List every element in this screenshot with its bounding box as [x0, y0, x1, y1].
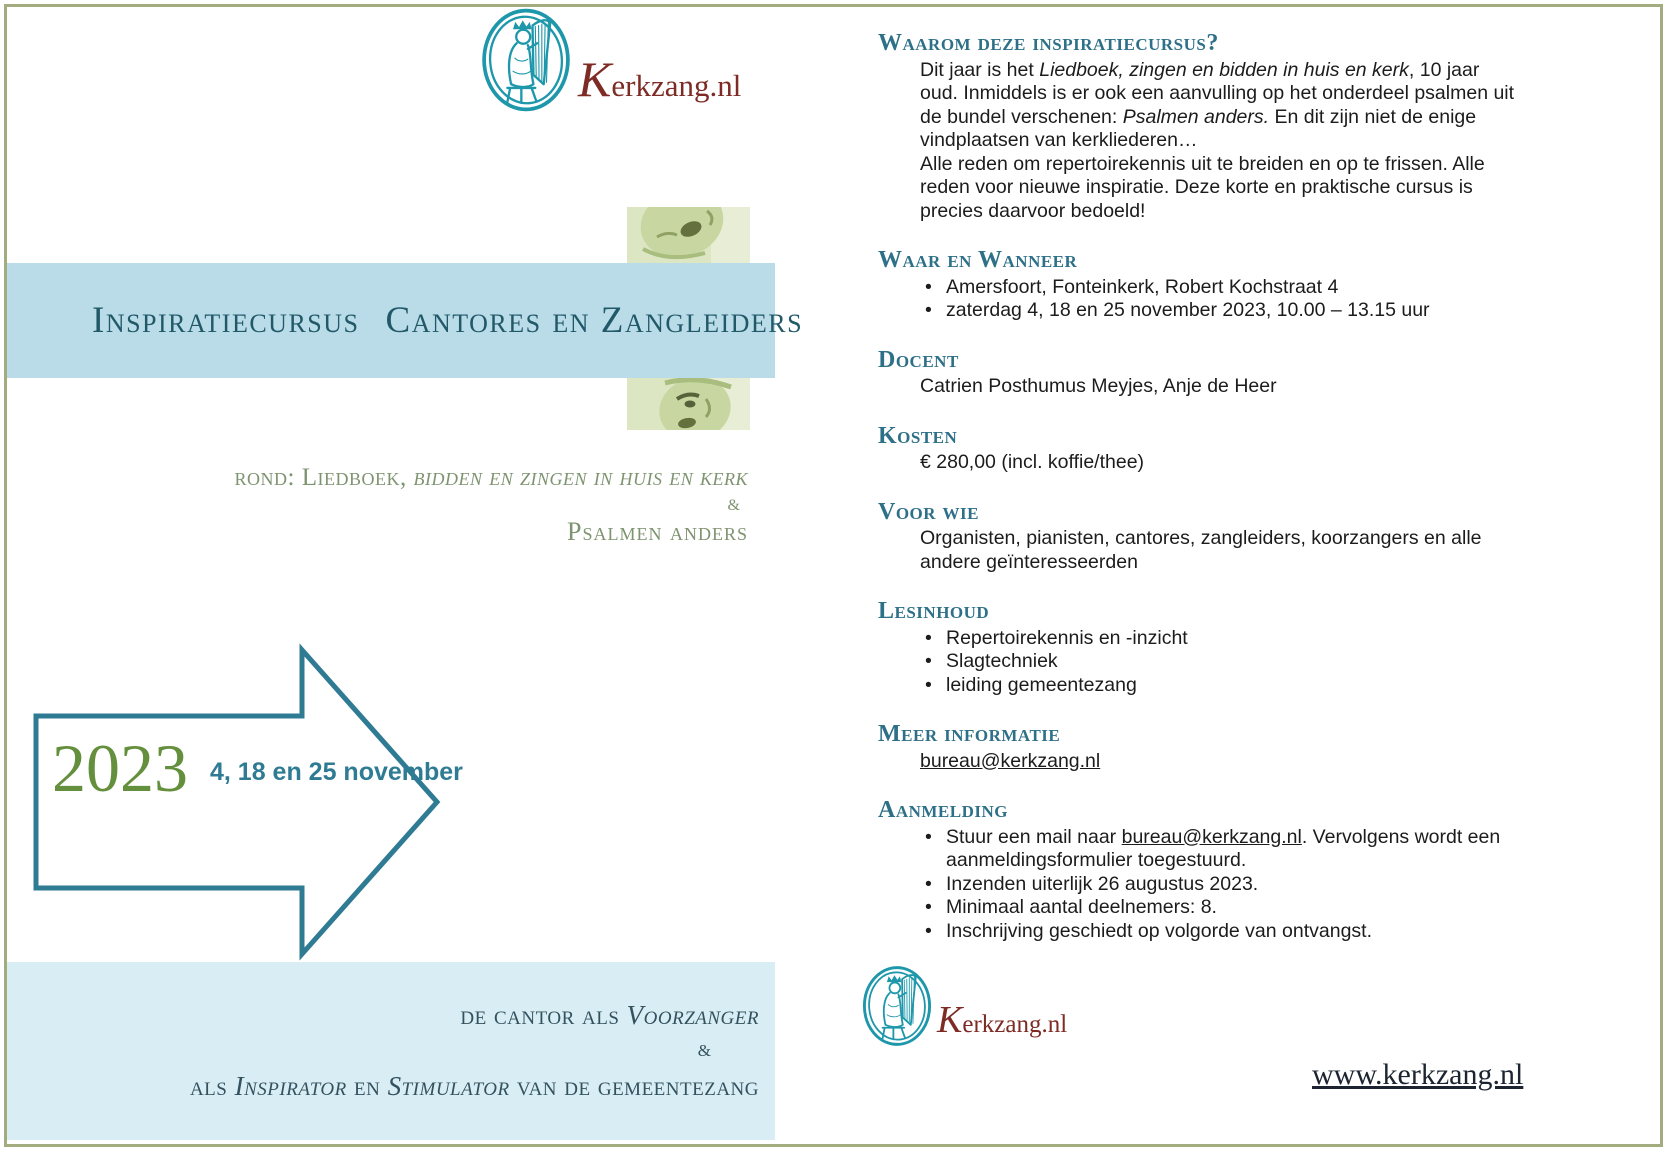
kerkzang-logo-top [478, 6, 741, 114]
text-run: Minimaal aantal deelnemers: 8. [946, 896, 1217, 918]
ampersand: & [727, 497, 740, 514]
section-heading: Kosten [878, 422, 958, 449]
section-voor-wie [878, 498, 1518, 575]
brand-initial: K [937, 999, 963, 1041]
brand-initial: K [578, 51, 612, 107]
text-run: als [189, 1071, 235, 1101]
section-heading: Voor wie [878, 498, 980, 525]
right-column [878, 32, 1518, 969]
text-run: , 10 jaar oud. Inmiddels is er ook een aanvulling op het onderdeel psalmen uit de bundel verschenen: [920, 58, 1515, 128]
bullet-item [946, 873, 1518, 897]
email-link[interactable]: bureau@kerkzang.nl [1121, 825, 1302, 848]
brand-wordmark: Kerkzang.nl [578, 51, 742, 107]
arrow-2023-graphic [30, 642, 463, 962]
text-run: Psalmen anders. [1122, 105, 1270, 128]
text-run: Stuur een mail naar [946, 825, 1122, 848]
text-run: Inzenden uiterlijk 26 augustus 2023. [946, 872, 1259, 895]
text-run: Liedboek, zingen en bidden in huis en kerk [1039, 58, 1409, 81]
text-run: En dit zijn niet de enige vindplaatsen van kerkliederen… [920, 105, 1477, 151]
section-heading: Docent [878, 346, 959, 373]
title-banner [7, 263, 804, 378]
text-run: Repertoirekennis en -inzicht [946, 626, 1188, 649]
section-paragraph [920, 59, 1518, 153]
bullet-item [946, 276, 1518, 300]
section-heading: Meer informatie [878, 721, 1061, 747]
bullet-item [946, 627, 1518, 651]
section-waar-en-wanneer [878, 249, 1518, 323]
rond-block [160, 464, 748, 547]
section-kosten [878, 422, 1518, 475]
bullet-item [946, 299, 1518, 323]
rond-line2: Psalmen anders [567, 517, 748, 546]
brand-wordmark-small: Kerkzang.nl [937, 999, 1068, 1041]
website-link[interactable]: www.kerkzang.nl [1312, 1058, 1524, 1091]
section-waarom-deze-inspiratiecursus [878, 32, 1518, 223]
cantor-line [460, 1000, 759, 1031]
text-run: Inspirator [234, 1071, 347, 1101]
bullet-item [946, 650, 1518, 674]
section-paragraph [920, 153, 1518, 224]
text-run: bidden en zingen in huis en kerk [413, 464, 748, 491]
course-title: Inspiratiecursus Cantores en Zangleiders [92, 300, 804, 341]
section-paragraph [920, 527, 1518, 574]
text-run: Stimulator [387, 1071, 510, 1101]
rond-line1 [160, 464, 748, 492]
section-heading: Aanmelding [878, 797, 1009, 823]
email-link[interactable]: bureau@kerkzang.nl [920, 749, 1101, 772]
section-lesinhoud [878, 600, 1518, 697]
text-run: zaterdag 4, 18 en 25 november 2023, 10.00 – 13.15 uur [946, 299, 1430, 321]
text-run: Dit jaar is het [920, 58, 1040, 81]
bullet-item [946, 674, 1518, 698]
section-heading: Waar en Wanneer [878, 247, 1078, 273]
section-paragraph [920, 451, 1518, 475]
section-meer-informatie [878, 723, 1518, 773]
text-run: en [346, 1071, 388, 1101]
text-run: Organisten, pianisten, cantores, zangleiders, koorzangers en alle andere geïnteresseerden [920, 527, 1482, 573]
text-run: de cantor als [460, 1000, 627, 1030]
text-run: Voorzanger [626, 1000, 759, 1030]
bullet-item [946, 826, 1518, 873]
text-run: Slagtechniek [946, 650, 1058, 672]
text-run: leiding gemeentezang [946, 673, 1137, 696]
section-paragraph [920, 375, 1518, 399]
section-docent [878, 346, 1518, 399]
text-run: Inschrijving geschiedt op volgorde van ontvangst. [946, 919, 1373, 942]
kerkzang-logo-icon [860, 964, 934, 1048]
section-aanmelding [878, 799, 1518, 943]
text-run: € 280,00 (incl. koffie/thee) [920, 451, 1145, 473]
text-run: . Vervolgens wordt een aanmeldingsformulier toegestuurd. [946, 825, 1501, 871]
bullet-item [946, 896, 1518, 920]
ampersand: & [697, 1041, 711, 1060]
text-run: Amersfoort, Fonteinkerk, Robert Kochstraat 4 [946, 275, 1339, 298]
kerkzang-logo-bottom [860, 964, 1067, 1048]
section-paragraph [920, 750, 1518, 774]
bullet-item [946, 920, 1518, 944]
dates-label: 4, 18 en 25 november [210, 758, 463, 786]
section-heading: Lesinhoud [878, 598, 990, 624]
text-run: rond: Liedboek, [234, 464, 414, 491]
kerkzang-logo-icon [478, 6, 574, 114]
year-label: 2023 [52, 730, 188, 806]
inspirator-line [190, 1071, 759, 1102]
text-run: Catrien Posthumus Meyjes, Anje de Heer [920, 375, 1277, 397]
section-heading: Waarom deze inspiratiecursus? [878, 30, 1219, 56]
text-run: Alle reden om repertoirekennis uit te breiden en op te frissen. Alle reden voor nieuwe inspiratie. Deze korte en praktische cursus is precies daarvoor bedoeld! [920, 152, 1485, 222]
text-run: van de gemeentezang [509, 1071, 759, 1101]
bottom-banner [7, 962, 775, 1140]
